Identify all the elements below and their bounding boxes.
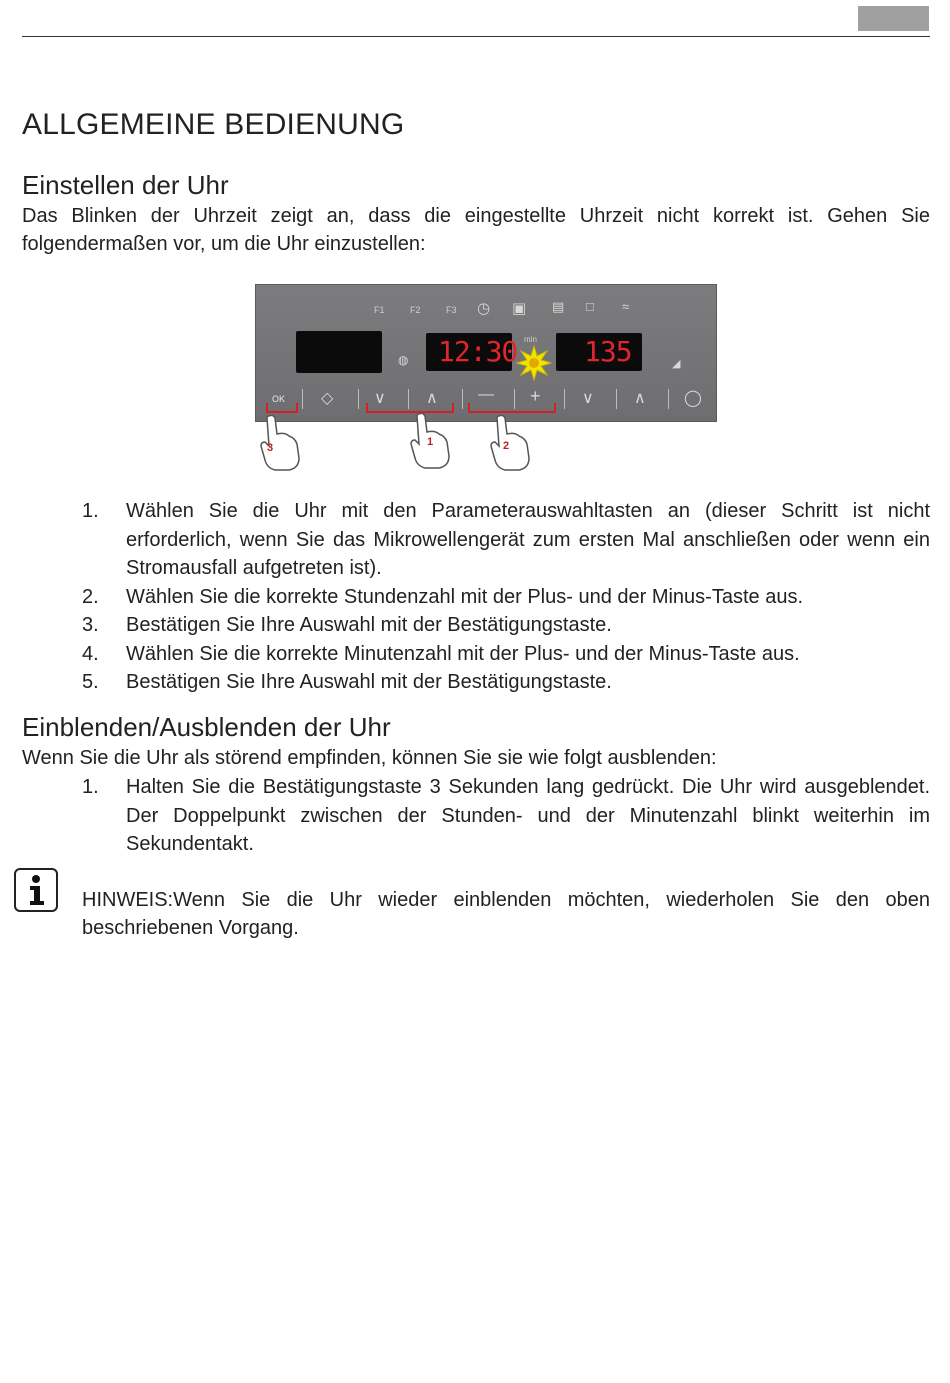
label-f3: F3 (446, 305, 457, 315)
control-panel (255, 284, 717, 422)
highlight-ok (266, 403, 298, 413)
section-heading-set-clock: Einstellen der Uhr (22, 170, 229, 200)
down-arrow-button-2[interactable]: ∨ (582, 390, 594, 407)
label-f1: F1 (374, 305, 385, 315)
section-intro-show-hide-clock: Wenn Sie die Uhr als störend empfinden, können Sie sie wie folgt ausblenden: (22, 747, 717, 769)
top-heat-icon: □ (586, 299, 594, 314)
callout-2: 2 (503, 440, 510, 452)
separator (668, 389, 669, 409)
min-label: min (524, 335, 537, 344)
up-arrow-button-2[interactable]: ∧ (634, 390, 646, 407)
stop-icon[interactable]: ◯ (684, 390, 702, 407)
separator (358, 389, 359, 409)
steam-icon: ≈ (622, 299, 630, 314)
page-tab-marker (858, 6, 929, 31)
section-heading-show-hide-clock: Einblenden/Ausblenden der Uhr (22, 712, 391, 742)
hand-pointer-icon-3 (257, 414, 303, 472)
list-item: 1. Halten Sie die Bestätigungstaste 3 Sekunden lang gedrückt. Die Uhr wird ausgeblendet. Der Doppelpunkt zwischen der Stunden- und der Minutenzahl blinkt weiterhin im Sekundentakt. (82, 776, 930, 855)
timer-display (556, 333, 642, 371)
combi-icon: ▣ (512, 300, 527, 317)
label-f2: F2 (410, 305, 421, 315)
page-title: ALLGEMEINE BEDIENUNG (22, 108, 405, 141)
callout-1: 1 (427, 436, 434, 448)
timer-value: 135 (584, 335, 632, 368)
grill-icon: ▤ (552, 299, 565, 314)
list-item: 3. Bestätigen Sie Ihre Auswahl mit der Bestätigungstaste. (82, 614, 612, 636)
ok-button[interactable]: OK (272, 394, 286, 404)
section-intro-set-clock: Das Blinken der Uhrzeit zeigt an, dass die eingestellte Uhrzeit nicht korrekt ist. Gehen Sie folgendermaßen vor, um die Uhr einzustellen: (22, 205, 930, 255)
list-item: 4. Wählen Sie die korrekte Minutenzahl mit der Plus- und der Minus-Taste aus. (82, 642, 800, 665)
highlight-plus-minus (468, 403, 556, 413)
start-icon[interactable]: ◇ (321, 390, 334, 407)
callout-3: 3 (267, 442, 274, 454)
note-label: HINWEIS: (82, 889, 174, 911)
plus-button[interactable]: + (530, 386, 541, 406)
weight-icon: ◍ (398, 353, 409, 367)
control-panel-illustration (255, 284, 717, 484)
up-arrow-button[interactable]: ∧ (426, 390, 438, 407)
steps-show-hide-clock (82, 773, 930, 859)
clock-display (426, 333, 518, 371)
left-display (296, 331, 382, 373)
minus-button[interactable]: — (478, 386, 494, 403)
separator (564, 389, 565, 409)
list-item: 2. Wählen Sie die korrekte Stundenzahl mit der Plus- und der Minus-Taste aus. (82, 585, 804, 608)
steps-set-clock (82, 497, 930, 697)
header-rule (22, 36, 930, 37)
list-item: 1. Wählen Sie die Uhr mit den Parameterauswahltasten an (dieser Schritt ist nicht erforderlich, wenn Sie das Mikrowellengerät zum ersten Mal anschließen oder wenn ein Stromausfall aufgetreten ist). (82, 500, 930, 579)
power-level-icon: ◢ (672, 358, 681, 370)
blinking-star-icon (516, 345, 552, 381)
defrost-icon: ◷ (477, 300, 491, 317)
separator (302, 389, 303, 409)
info-icon (14, 868, 58, 912)
note-text: HINWEIS:Wenn Sie die Uhr wieder einblenden möchten, wiederholen Sie den oben beschriebenen Vorgang. (82, 889, 930, 939)
hand-pointer-icon-2 (487, 414, 533, 472)
list-item: 5. Bestätigen Sie Ihre Auswahl mit der Bestätigungstaste. (82, 671, 612, 693)
separator (462, 389, 463, 409)
down-arrow-button[interactable]: ∨ (374, 390, 386, 407)
clock-value: 12:30 (438, 335, 518, 368)
separator (616, 389, 617, 409)
